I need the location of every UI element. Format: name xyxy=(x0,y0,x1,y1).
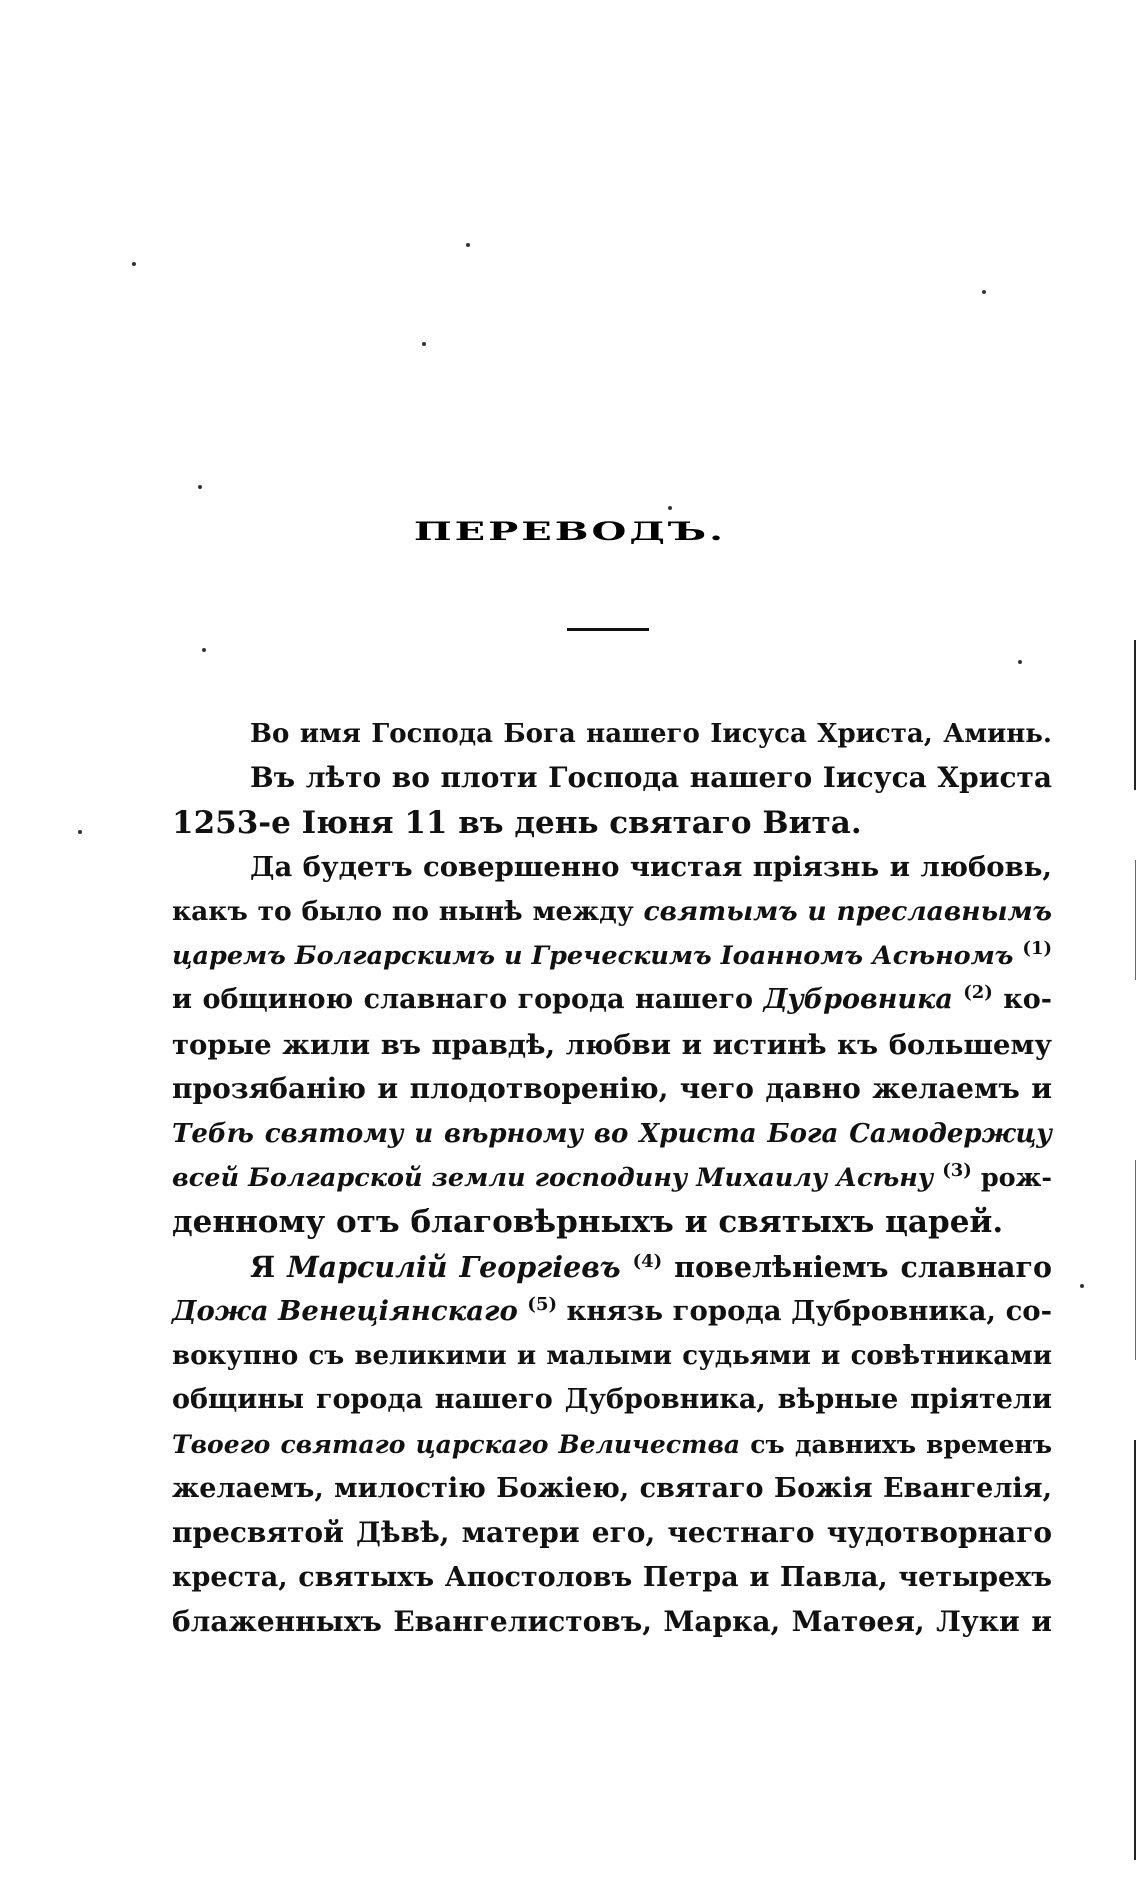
page-edge-mark xyxy=(1135,1160,1136,1360)
text-span: Я xyxy=(250,1249,288,1284)
scan-speck xyxy=(982,290,986,294)
page-edge-mark xyxy=(1135,860,1136,980)
title-rule xyxy=(567,628,649,631)
text-line xyxy=(172,1289,1052,1333)
text-line: креста, святыхъ Апостоловъ Петра и Павла, четырехъ xyxy=(172,1561,1052,1593)
text-line: блаженныхъ Евангелистовъ, Марка, Матѳея, Луки и xyxy=(172,1605,1052,1639)
text-line: Да будетъ совершенно чистая пріязнь и любовь, xyxy=(250,851,1052,884)
scan-speck xyxy=(198,485,202,489)
text-line: 1253-е Іюня 11 въ день святаго Вита. xyxy=(172,804,862,841)
scan-speck xyxy=(466,243,470,247)
italic-span: Дубровника xyxy=(763,984,953,1016)
page-edge-mark xyxy=(1134,640,1136,790)
scan-speck xyxy=(422,342,426,346)
footnote-marker: (1) xyxy=(1022,938,1052,960)
page-title: ПЕРЕВОДЪ. xyxy=(413,516,727,547)
text-line: пресвятой Дѣвѣ, матери его, честнаго чудотворнаго xyxy=(172,1516,1052,1550)
text-span: ко- xyxy=(992,984,1052,1016)
italic-span: Твоего святаго царскаго Величества xyxy=(172,1429,741,1459)
text-line xyxy=(172,890,1052,934)
text-span: и общиною славнаго города нашего xyxy=(172,984,764,1016)
footnote-marker: (5) xyxy=(527,1294,557,1316)
text-span: повелѣніемъ славнаго xyxy=(662,1249,1052,1284)
scan-speck xyxy=(1080,1284,1084,1288)
text-span: рож- xyxy=(971,1163,1052,1194)
scan-speck xyxy=(1018,660,1022,664)
text-line: желаемъ, милостію Божіею, святаго Божія Евангелія, xyxy=(172,1472,1052,1504)
text-line xyxy=(172,1423,1052,1467)
italic-span: царемъ Болгарскимъ и Греческимъ Іоанномъ Асѣномъ xyxy=(172,941,1014,972)
scan-speck xyxy=(202,648,206,652)
footnote-marker: (2) xyxy=(963,982,993,1004)
footnote-marker: (3) xyxy=(942,1160,972,1182)
text-span: какъ то было по нынѣ между xyxy=(172,895,644,927)
text-line: Въ лѣто во плоти Господа нашего Іисуса Христа xyxy=(250,761,1052,795)
italic-span: святымъ и преславнымъ xyxy=(643,895,1052,927)
text-span: князь города Дубровника, со- xyxy=(556,1295,1053,1328)
scan-speck xyxy=(668,506,672,510)
text-line: Тебѣ святому и вѣрному во Христа Бога Самодержцу xyxy=(172,1118,1052,1149)
italic-span: всей Болгарской земли господину Михаилу Асѣну xyxy=(172,1163,934,1194)
scan-speck xyxy=(132,262,136,266)
scan-speck xyxy=(78,830,82,834)
footnote-marker: (4) xyxy=(632,1250,663,1272)
text-line: вокупно съ великими и малыми судьями и совѣтниками xyxy=(172,1340,1052,1371)
text-span: съ давнихъ временъ xyxy=(740,1429,1052,1459)
text-line xyxy=(172,934,1052,978)
text-line: Во имя Господа Бога нашего Іисуса Христа, Аминь. xyxy=(250,719,1052,749)
italic-span: Марсилій Георгіевъ xyxy=(287,1249,621,1284)
text-line xyxy=(172,978,1052,1022)
body-text xyxy=(172,712,1052,1645)
text-line: прозябанію и плодотворенію, чего давно желаемъ и xyxy=(172,1072,1052,1106)
page-edge-mark xyxy=(1134,1440,1136,1860)
text-line: денному отъ благовѣрныхъ и святыхъ царей. xyxy=(172,1204,1004,1241)
italic-span: Дожа Венеціянскаго xyxy=(172,1295,518,1328)
text-line: общины города нашего Дубровника, вѣрные пріятели xyxy=(172,1384,1052,1416)
text-line: торые жили въ правдѣ, любви и истинѣ къ большему xyxy=(172,1028,1052,1061)
text-line xyxy=(172,1156,1052,1200)
text-line xyxy=(172,1245,1052,1289)
